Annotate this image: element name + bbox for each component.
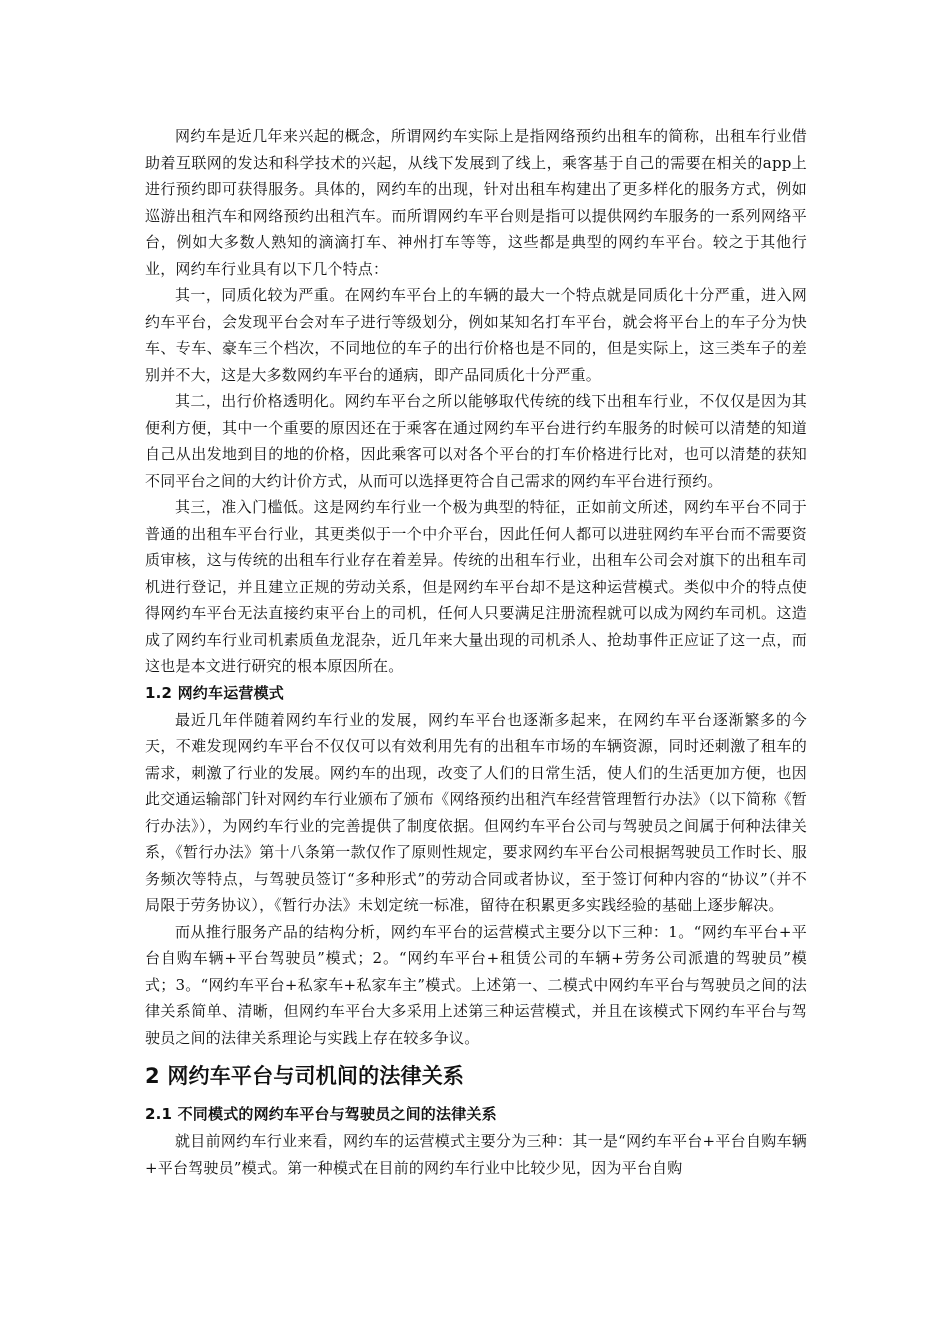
paragraph-feature-2: 其二，出行价格透明化。网约车平台之所以能够取代传统的线下出租车行业，不仅仅是因为其便利方便，其中一个重要的原因还在于乘客在通过网约车平台进行约车服务的时候可以清楚的知道自己从出发地到目的地的价格，因此乘客可以对各个平台的打车价格进行比对，也可以清楚的获知不同平台之间的大约计价方式，从而可以选择更符合自己需求的网约车平台进行预约。 xyxy=(145,392,807,490)
section-1-2-heading: 1.2 网约车运营模式 xyxy=(145,683,284,702)
paragraph-operation-1: 最近几年伴随着网约车行业的发展，网约车平台也逐渐多起来，在网约车平台逐渐繁多的今天，不难发现网约车平台不仅仅可以有效利用先有的出租车市场的车辆资源，同时还刺激了租车的需求，刺激了行业的发展。网约车的出现，改变了人们的日常生活，使人们的生活更加方便，也因此交通运输部门针对网约车行业颁布了颁布《网络预约出租汽车经营管理暂行办法》（以下简称《暂行办法》），为网约车行业的完善提供了制度依据。但网约车平台公司与驾驶员之间属于何种法律关系，《暂行办法》第十八条第一款仅作了原则性规定，要求网约车平台公司根据驾驶员工作时长、服务频次等特点，与驾驶员签订“多种形式”的劳动合同或者协议，至于签订何种内容的“协议”（并不局限于劳务协议），《暂行办法》未划定统一标准，留待在积累更多实践经验的基础上逐步解决。 xyxy=(145,710,807,914)
document-page xyxy=(145,123,807,1181)
section-2-heading: 2 网约车平台与司机间的法律关系 xyxy=(145,1064,465,1088)
section-2-1-heading: 2.1 不同模式的网约车平台与驾驶员之间的法律关系 xyxy=(145,1105,497,1123)
paragraph-legal-1: 就目前网约车行业来看，网约车的运营模式主要分为三种：其一是“网约车平台+平台自购车辆+平台驾驶员”模式。第一种模式在目前的网约车行业中比较少见，因为平台自购 xyxy=(145,1132,807,1177)
paragraph-feature-3: 其三，准入门槛低。这是网约车行业一个极为典型的特征，正如前文所述，网约车平台不同于普通的出租车平台行业，其更类似于一个中介平台，因此任何人都可以进驻网约车平台而不需要资质审核，这与传统的出租车行业存在着差异。传统的出租车行业，出租车公司会对旗下的出租车司机进行登记，并且建立正规的劳动关系，但是网约车平台却不是这种运营模式。类似中介的特点使得网约车平台无法直接约束平台上的司机，任何人只要满足注册流程就可以成为网约车司机。这造成了网约车行业司机素质鱼龙混杂，近几年来大量出现的司机杀人、抢劫事件正应证了这一点，而这也是本文进行研究的根本原因所在。 xyxy=(145,498,807,675)
paragraph-feature-1: 其一，同质化较为严重。在网约车平台上的车辆的最大一个特点就是同质化十分严重，进入网约车平台，会发现平台会对车子进行等级划分，例如某知名打车平台，就会将平台上的车子分为快车、专车、豪车三个档次，不同地位的车子的出行价格也是不同的，但是实际上，这三类车子的差别并不大，这是大多数网约车平台的通病，即产品同质化十分严重。 xyxy=(145,286,807,384)
paragraph-intro: 网约车是近几年来兴起的概念，所谓网约车实际上是指网络预约出租车的简称，出租车行业借助着互联网的发达和科学技术的兴起，从线下发展到了线上，乘客基于自己的需要在相关的app上进行预约即可获得服务。具体的，网约车的出现，针对出租车构建出了更多样化的服务方式，例如巡游出租汽车和网络预约出租汽车。而所谓网约车平台则是指可以提供网约车服务的一系列网络平台，例如大多数人熟知的滴滴打车、神州打车等等，这些都是典型的网约车平台。较之于其他行业，网约车行业具有以下几个特点： xyxy=(145,127,807,278)
paragraph-operation-2: 而从推行服务产品的结构分析，网约车平台的运营模式主要分以下三种：1。“网约车平台+平台自购车辆+平台驾驶员”模式；2。“网约车平台+租赁公司的车辆+劳务公司派遣的驾驶员”模式；3。“网约车平台+私家车+私家车主”模式。上述第一、二模式中网约车平台与驾驶员之间的法律关系简单、清晰，但网约车平台大多采用上述第三种运营模式，并且在该模式下网约车平台与驾驶员之间的法律关系理论与实践上存在较多争议。 xyxy=(145,922,807,1047)
